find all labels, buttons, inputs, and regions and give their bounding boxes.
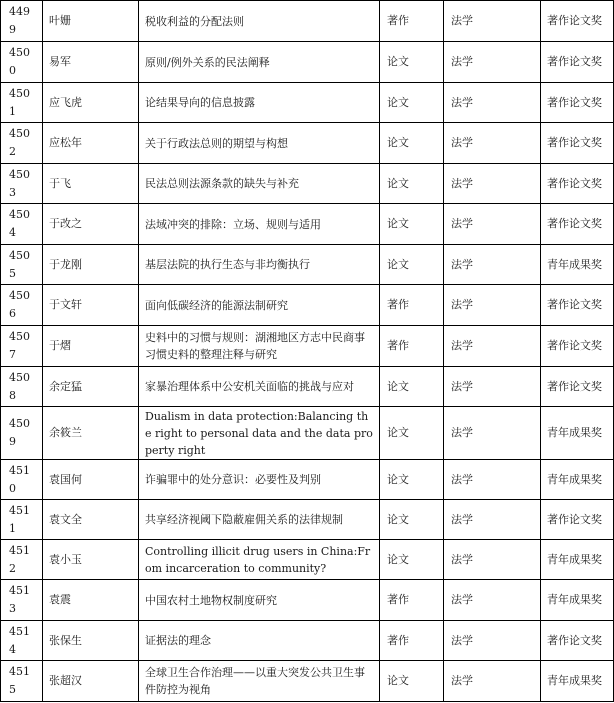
- cell-id: 4506: [1, 285, 43, 326]
- table-row: [1, 1, 614, 42]
- cell-discipline: 法学: [444, 661, 541, 702]
- cell-name: 应松年: [43, 123, 139, 164]
- cell-name: 于文轩: [43, 285, 139, 326]
- cell-award: 著作论文奖: [541, 367, 614, 407]
- cell-discipline: 法学: [444, 326, 541, 367]
- table-row: [1, 164, 614, 204]
- cell-title: 税收利益的分配法则: [139, 1, 380, 42]
- cell-name: 余定猛: [43, 367, 139, 407]
- cell-type: 论文: [380, 123, 444, 164]
- cell-id: 4515: [1, 661, 43, 702]
- cell-discipline: 法学: [444, 460, 541, 500]
- cell-id: 4514: [1, 621, 43, 661]
- cell-discipline: 法学: [444, 540, 541, 580]
- cell-title: 共享经济视阈下隐蔽雇佣关系的法律规制: [139, 500, 380, 540]
- cell-title: 法域冲突的排除：立场、规则与适用: [139, 204, 380, 245]
- table-row: [1, 621, 614, 661]
- cell-discipline: 法学: [444, 245, 541, 285]
- cell-discipline: 法学: [444, 42, 541, 83]
- cell-discipline: 法学: [444, 621, 541, 661]
- cell-name: 张保生: [43, 621, 139, 661]
- cell-award: 著作论文奖: [541, 326, 614, 367]
- cell-name: 于飞: [43, 164, 139, 204]
- cell-discipline: 法学: [444, 123, 541, 164]
- cell-title: 关于行政法总则的期望与构想: [139, 123, 380, 164]
- cell-award: 著作论文奖: [541, 285, 614, 326]
- cell-id: 4501: [1, 83, 43, 123]
- cell-title: 中国农村土地物权制度研究: [139, 580, 380, 621]
- cell-award: 著作论文奖: [541, 123, 614, 164]
- table-row: [1, 500, 614, 540]
- cell-id: 4509: [1, 407, 43, 460]
- table-row: [1, 661, 614, 702]
- cell-name: 袁文全: [43, 500, 139, 540]
- cell-title: 面向低碳经济的能源法制研究: [139, 285, 380, 326]
- table-row: [1, 407, 614, 460]
- cell-type: 论文: [380, 83, 444, 123]
- cell-discipline: 法学: [444, 83, 541, 123]
- cell-discipline: 法学: [444, 164, 541, 204]
- table-row: [1, 540, 614, 580]
- cell-discipline: 法学: [444, 407, 541, 460]
- table-row: [1, 367, 614, 407]
- table-row: [1, 285, 614, 326]
- cell-name: 余筱兰: [43, 407, 139, 460]
- cell-award: 青年成果奖: [541, 580, 614, 621]
- cell-title: 史料中的习惯与规则：湖湘地区方志中民商事习惯史料的整理注释与研究: [139, 326, 380, 367]
- cell-award: 青年成果奖: [541, 245, 614, 285]
- cell-title: 原则/例外关系的民法阐释: [139, 42, 380, 83]
- cell-name: 叶姗: [43, 1, 139, 42]
- cell-name: 于熠: [43, 326, 139, 367]
- cell-id: 4510: [1, 460, 43, 500]
- table-row: [1, 42, 614, 83]
- table-row: [1, 245, 614, 285]
- cell-type: 论文: [380, 367, 444, 407]
- cell-id: 4500: [1, 42, 43, 83]
- cell-title: 民法总则法源条款的缺失与补充: [139, 164, 380, 204]
- cell-discipline: 法学: [444, 367, 541, 407]
- cell-name: 易军: [43, 42, 139, 83]
- cell-type: 著作: [380, 285, 444, 326]
- cell-name: 于龙刚: [43, 245, 139, 285]
- cell-award: 著作论文奖: [541, 621, 614, 661]
- cell-id: 4513: [1, 580, 43, 621]
- cell-title: Controlling illicit drug users in China:From incarceration to community?: [139, 540, 380, 580]
- cell-type: 论文: [380, 42, 444, 83]
- cell-id: 4503: [1, 164, 43, 204]
- cell-id: 4508: [1, 367, 43, 407]
- cell-title: Dualism in data protection:Balancing the right to personal data and the data property right: [139, 407, 380, 460]
- cell-type: 论文: [380, 500, 444, 540]
- cell-name: 张超汉: [43, 661, 139, 702]
- cell-type: 论文: [380, 164, 444, 204]
- cell-award: 著作论文奖: [541, 83, 614, 123]
- cell-award: 青年成果奖: [541, 407, 614, 460]
- cell-name: 袁国何: [43, 460, 139, 500]
- cell-award: 青年成果奖: [541, 540, 614, 580]
- table-body: [1, 1, 614, 702]
- cell-discipline: 法学: [444, 500, 541, 540]
- table-row: [1, 326, 614, 367]
- cell-discipline: 法学: [444, 204, 541, 245]
- cell-award: 著作论文奖: [541, 500, 614, 540]
- cell-award: 著作论文奖: [541, 204, 614, 245]
- cell-type: 著作: [380, 580, 444, 621]
- cell-type: 论文: [380, 245, 444, 285]
- cell-discipline: 法学: [444, 1, 541, 42]
- cell-type: 著作: [380, 326, 444, 367]
- cell-discipline: 法学: [444, 580, 541, 621]
- cell-type: 论文: [380, 204, 444, 245]
- cell-id: 4507: [1, 326, 43, 367]
- cell-id: 4502: [1, 123, 43, 164]
- table-row: [1, 460, 614, 500]
- cell-id: 4511: [1, 500, 43, 540]
- cell-name: 袁小玉: [43, 540, 139, 580]
- cell-discipline: 法学: [444, 285, 541, 326]
- cell-id: 4504: [1, 204, 43, 245]
- cell-id: 4499: [1, 1, 43, 42]
- cell-type: 著作: [380, 1, 444, 42]
- cell-name: 袁震: [43, 580, 139, 621]
- cell-id: 4512: [1, 540, 43, 580]
- cell-award: 青年成果奖: [541, 460, 614, 500]
- cell-type: 论文: [380, 407, 444, 460]
- cell-type: 论文: [380, 460, 444, 500]
- table-row: [1, 580, 614, 621]
- cell-id: 4505: [1, 245, 43, 285]
- cell-award: 著作论文奖: [541, 1, 614, 42]
- cell-name: 于改之: [43, 204, 139, 245]
- cell-type: 著作: [380, 621, 444, 661]
- cell-title: 基层法院的执行生态与非均衡执行: [139, 245, 380, 285]
- cell-title: 论结果导向的信息披露: [139, 83, 380, 123]
- cell-title: 全球卫生合作治理——以重大突发公共卫生事件防控为视角: [139, 661, 380, 702]
- table-row: [1, 123, 614, 164]
- cell-name: 应飞虎: [43, 83, 139, 123]
- table-row: [1, 204, 614, 245]
- cell-type: 论文: [380, 540, 444, 580]
- cell-type: 论文: [380, 661, 444, 702]
- cell-title: 诈骗罪中的处分意识：必要性及判别: [139, 460, 380, 500]
- cell-title: 证据法的理念: [139, 621, 380, 661]
- cell-title: 家暴治理体系中公安机关面临的挑战与应对: [139, 367, 380, 407]
- cell-award: 著作论文奖: [541, 164, 614, 204]
- cell-award: 青年成果奖: [541, 661, 614, 702]
- table-row: [1, 83, 614, 123]
- cell-award: 著作论文奖: [541, 42, 614, 83]
